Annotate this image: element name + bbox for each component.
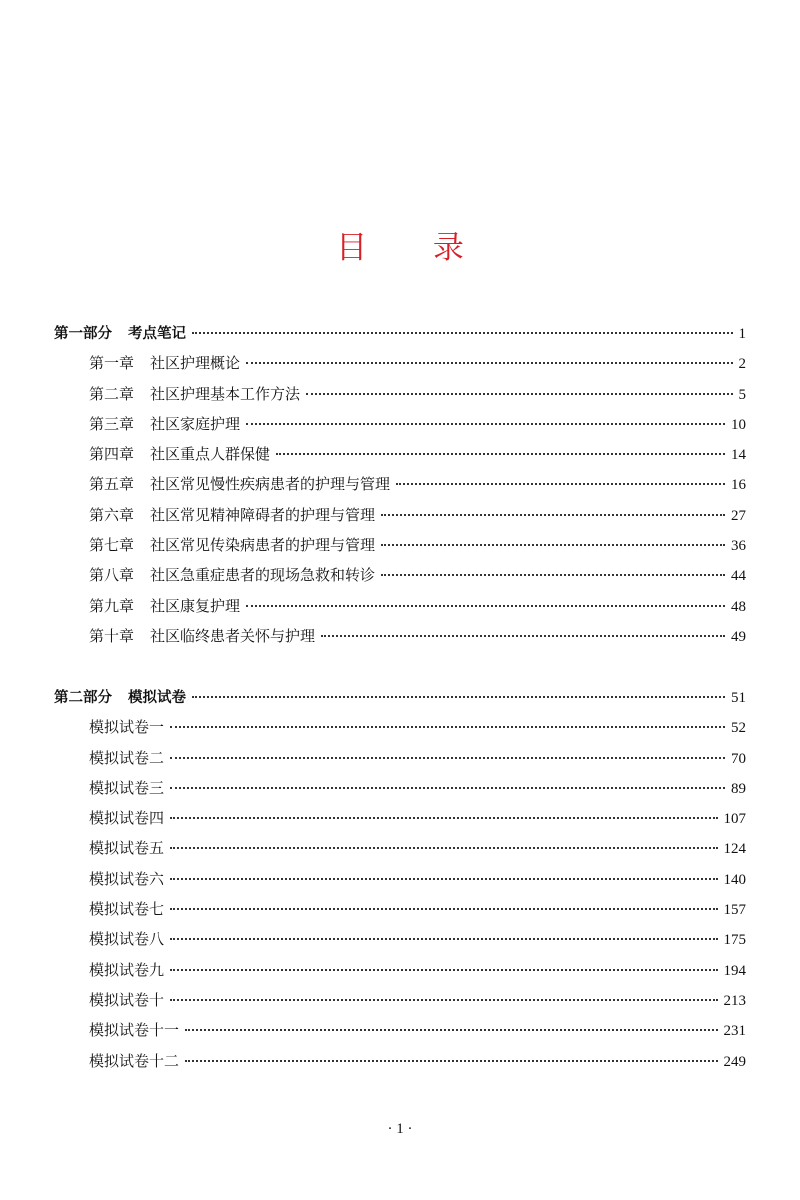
toc-entry-title: 社区家庭护理 bbox=[150, 414, 241, 433]
dot-leader bbox=[185, 1060, 717, 1062]
dot-leader bbox=[276, 453, 725, 455]
toc-entry[interactable] bbox=[54, 443, 746, 473]
toc-entry-title: 模拟试卷六 bbox=[89, 869, 165, 888]
toc-entry-page: 14 bbox=[731, 447, 746, 464]
toc-entry-page: 124 bbox=[723, 841, 746, 858]
toc-entry-page: 49 bbox=[731, 628, 746, 645]
dot-leader bbox=[396, 483, 725, 485]
dot-leader bbox=[170, 847, 717, 849]
dot-leader bbox=[170, 757, 725, 759]
toc-entry[interactable] bbox=[54, 898, 746, 928]
dot-leader bbox=[192, 332, 733, 334]
toc-entry[interactable] bbox=[54, 747, 746, 777]
toc-entry-title: 社区康复护理 bbox=[150, 596, 241, 615]
toc-entry-title: 模拟试卷 bbox=[128, 690, 186, 706]
toc-entry[interactable] bbox=[54, 625, 746, 655]
toc-entry-title: 模拟试卷九 bbox=[89, 960, 165, 979]
toc-entry[interactable] bbox=[54, 595, 746, 625]
toc-entry[interactable] bbox=[54, 716, 746, 746]
toc-entry-page: 175 bbox=[723, 932, 746, 949]
toc-entry-page: 89 bbox=[731, 780, 746, 797]
toc-entry[interactable] bbox=[54, 564, 746, 594]
toc-entry-page: 231 bbox=[723, 1023, 746, 1040]
toc-entry-number: 第六章 bbox=[89, 505, 135, 524]
dot-leader bbox=[170, 878, 717, 880]
toc-entry-number: 第七章 bbox=[89, 536, 135, 555]
toc-entry-number: 第五章 bbox=[89, 475, 135, 494]
dot-leader bbox=[246, 423, 725, 425]
toc-entry-page: 52 bbox=[731, 720, 746, 737]
toc-entry-number: 第十章 bbox=[89, 626, 135, 645]
toc-entry-title: 模拟试卷十二 bbox=[89, 1051, 180, 1070]
dot-leader bbox=[170, 999, 717, 1001]
toc-entry[interactable] bbox=[54, 1019, 746, 1049]
page-number: · 1 · bbox=[387, 1121, 413, 1137]
dot-leader bbox=[170, 726, 725, 728]
toc-entry-number: 第九章 bbox=[89, 596, 135, 615]
toc-entry-title: 模拟试卷五 bbox=[89, 839, 165, 858]
toc-entry-title: 社区重点人群保健 bbox=[150, 445, 271, 464]
toc-entry-title: 模拟试卷一 bbox=[89, 718, 165, 737]
toc-entry-page: 249 bbox=[723, 1053, 746, 1070]
dot-leader bbox=[170, 908, 717, 910]
toc-entry-title: 模拟试卷十一 bbox=[89, 1021, 180, 1040]
toc-entry-title: 社区常见传染病患者的护理与管理 bbox=[150, 536, 376, 555]
toc-entry-page: 157 bbox=[723, 902, 746, 919]
toc-entry[interactable] bbox=[54, 807, 746, 837]
toc-entry-page: 70 bbox=[731, 750, 746, 767]
toc-entry-page: 10 bbox=[731, 416, 746, 433]
toc-entry[interactable] bbox=[54, 989, 746, 1019]
toc-entry-title: 社区护理基本工作方法 bbox=[150, 384, 301, 403]
toc-entry-page: 107 bbox=[723, 811, 746, 828]
dot-leader bbox=[170, 787, 725, 789]
toc-entry-page: 36 bbox=[731, 538, 746, 555]
toc-part-entry[interactable] bbox=[54, 686, 746, 716]
toc-entry-number: 第二部分 bbox=[54, 690, 112, 706]
dot-leader bbox=[306, 393, 732, 395]
dot-leader bbox=[192, 696, 725, 698]
dot-leader bbox=[170, 969, 717, 971]
toc-part-entry[interactable] bbox=[54, 322, 746, 352]
dot-leader bbox=[381, 574, 725, 576]
dot-leader bbox=[381, 544, 725, 546]
dot-leader bbox=[381, 514, 725, 516]
toc-entry[interactable] bbox=[54, 837, 746, 867]
toc-entry-number: 第八章 bbox=[89, 566, 135, 585]
toc-entry-page: 2 bbox=[738, 356, 746, 373]
toc-entry-page: 1 bbox=[738, 326, 746, 342]
toc-entry-page: 44 bbox=[731, 568, 746, 585]
toc-entry[interactable] bbox=[54, 473, 746, 503]
toc-section-1 bbox=[54, 322, 746, 655]
toc-entry-page: 27 bbox=[731, 507, 746, 524]
dot-leader bbox=[170, 938, 717, 940]
toc-entry-number: 第一部分 bbox=[54, 326, 112, 342]
page-title: 目 录 bbox=[336, 230, 492, 266]
dot-leader bbox=[321, 635, 725, 637]
toc-entry-title: 模拟试卷七 bbox=[89, 900, 165, 919]
dot-leader bbox=[246, 605, 725, 607]
toc-entry-number: 第一章 bbox=[89, 354, 135, 373]
toc-entry-title: 考点笔记 bbox=[128, 326, 186, 342]
toc-entry-page: 194 bbox=[723, 962, 746, 979]
toc-entry[interactable] bbox=[54, 1050, 746, 1080]
toc-entry[interactable] bbox=[54, 413, 746, 443]
dot-leader bbox=[185, 1029, 717, 1031]
toc-entry[interactable] bbox=[54, 504, 746, 534]
toc-section-2 bbox=[54, 686, 746, 1080]
toc-entry-number: 第三章 bbox=[89, 414, 135, 433]
toc-entry-number: 第四章 bbox=[89, 445, 135, 464]
toc-entry-page: 51 bbox=[731, 690, 746, 706]
toc-entry-title: 模拟试卷十 bbox=[89, 990, 165, 1009]
toc-entry[interactable] bbox=[54, 868, 746, 898]
toc-entry-page: 16 bbox=[731, 477, 746, 494]
toc-entry-title: 社区临终患者关怀与护理 bbox=[150, 626, 316, 645]
toc-entry-title: 社区常见精神障碍者的护理与管理 bbox=[150, 505, 376, 524]
toc-entry-page: 48 bbox=[731, 598, 746, 615]
toc-entry[interactable] bbox=[54, 383, 746, 413]
toc-entry-title: 模拟试卷三 bbox=[89, 778, 165, 797]
toc-entry[interactable] bbox=[54, 777, 746, 807]
toc-entry[interactable] bbox=[54, 534, 746, 564]
toc-entry-page: 5 bbox=[738, 386, 746, 403]
dot-leader bbox=[246, 362, 732, 364]
toc-entry-title: 模拟试卷四 bbox=[89, 809, 165, 828]
toc-entry-page: 140 bbox=[723, 871, 746, 888]
toc-entry-title: 模拟试卷二 bbox=[89, 748, 165, 767]
toc-entry-title: 社区常见慢性疾病患者的护理与管理 bbox=[150, 475, 391, 494]
toc-entry-page: 213 bbox=[723, 992, 746, 1009]
toc-entry[interactable] bbox=[54, 959, 746, 989]
toc-entry-title: 社区护理概论 bbox=[150, 354, 241, 373]
dot-leader bbox=[170, 817, 717, 819]
toc-entry-number: 第二章 bbox=[89, 384, 135, 403]
toc-entry[interactable] bbox=[54, 352, 746, 382]
toc-entry[interactable] bbox=[54, 928, 746, 958]
toc-entry-title: 模拟试卷八 bbox=[89, 930, 165, 949]
toc-entry-title: 社区急重症患者的现场急救和转诊 bbox=[150, 566, 376, 585]
